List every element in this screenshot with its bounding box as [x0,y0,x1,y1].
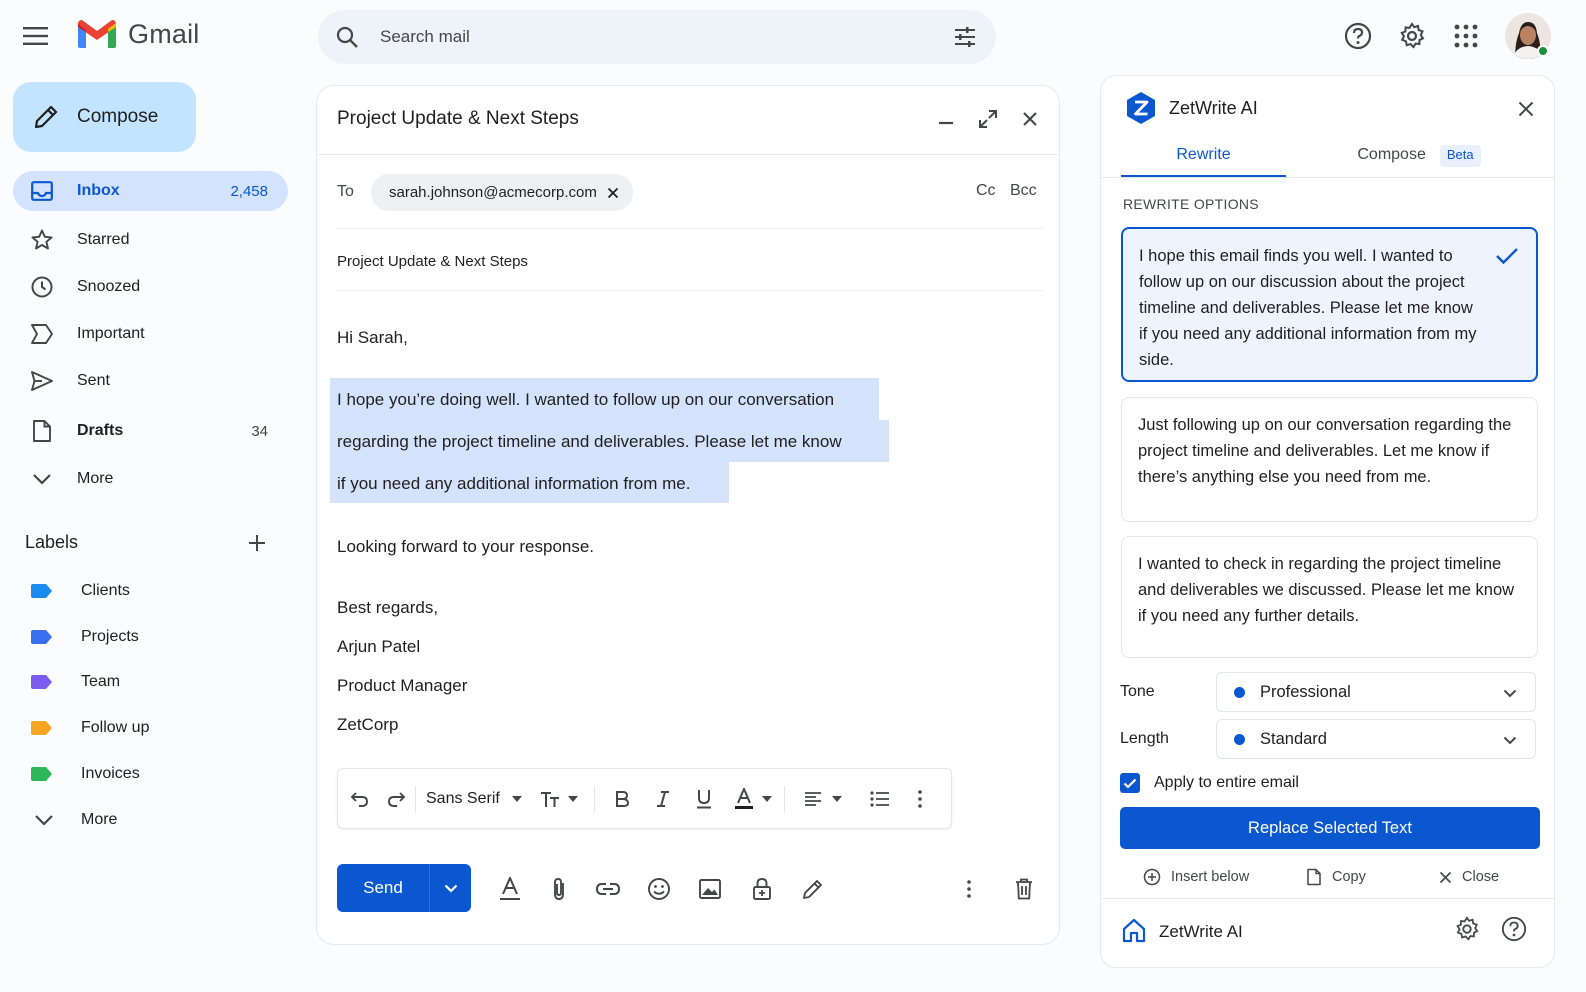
label-tag-icon [31,630,57,644]
unread-count: 2,458 [230,182,268,200]
recipient-chip[interactable] [371,174,633,211]
nav-item-label: Inbox [77,182,120,199]
panel-title: ZetWrite AI [1169,98,1258,118]
copy-label: Copy [1332,869,1366,885]
compose-title: Project Update & Next Steps [337,108,579,129]
bulleted-list-icon[interactable] [870,785,890,813]
selected-text-line[interactable]: I hope you’re doing well. I wanted to follow up on our conversation [337,390,835,409]
divider [1101,177,1555,178]
chevron-down-icon [1499,729,1521,751]
inbox-icon [29,178,55,204]
zetwrite-panel [1100,75,1555,968]
cc-button[interactable]: Cc [976,182,996,199]
redo-icon[interactable] [386,785,406,813]
text-size-icon [540,790,560,808]
formatting-toolbar [337,768,952,829]
nav-item-snoozed[interactable] [13,267,288,307]
rewrite-option[interactable] [1121,397,1538,522]
tab-compose[interactable] [1329,142,1509,178]
formatting-options-icon[interactable] [495,874,525,904]
more-options-icon[interactable] [954,874,984,904]
selected-text-line[interactable]: if you need any additional information from me. [337,474,691,493]
insert-photo-icon[interactable] [695,874,725,904]
label-name: More [81,811,118,828]
toolbar-divider [415,786,416,813]
text-color-icon [734,788,754,810]
nav-item-starred[interactable] [13,220,288,260]
body-signoff[interactable]: Best regards, [337,598,439,617]
divider [1101,898,1555,899]
italic-icon[interactable] [656,785,670,813]
gmail-m-icon [76,18,118,50]
label-name: Projects [81,628,139,645]
labels-heading: Labels [25,532,79,552]
copy-button[interactable] [1306,865,1366,889]
insert-below-label: Insert below [1171,869,1250,885]
nav-item-label: Sent [77,372,110,389]
divider [337,228,1043,229]
recipient-email: sarah.johnson@acmecorp.com [389,184,597,201]
body-greeting[interactable]: Hi Sarah, [337,328,408,347]
nav-item-label: Drafts [77,422,124,439]
label-name: Invoices [81,765,140,782]
rewrite-option-text: I wanted to check in regarding the project timeline and deliverables we discussed. Please let me know if you need any further details. [1138,555,1515,625]
top-bar [0,0,1586,72]
divider [337,290,1043,291]
apply-entire-email-checkbox[interactable] [1120,773,1140,793]
label-name: Follow up [81,719,150,736]
tone-value: Professional [1260,682,1351,701]
nav-item-label: Important [77,325,145,342]
confidential-mode-icon[interactable] [747,874,777,904]
check-icon [1494,243,1520,269]
signature-title[interactable]: Product Manager [337,676,468,695]
drafts-count: 34 [251,422,268,440]
close-icon[interactable] [1513,96,1539,122]
apply-entire-email-label[interactable]: Apply to entire email [1154,774,1299,791]
underline-icon[interactable] [696,785,712,813]
help-icon[interactable] [1340,18,1376,54]
tone-label: Tone [1120,683,1155,700]
gmail-logo[interactable] [76,18,200,50]
close-icon[interactable] [1015,104,1045,134]
send-button[interactable]: Send [363,878,403,897]
chevron-down-icon [29,466,55,492]
main-menu-icon[interactable] [18,18,54,54]
label-tag-icon [31,675,57,689]
length-label: Length [1120,730,1169,747]
tone-dot-icon [1234,687,1245,698]
search-bar[interactable] [318,10,996,64]
rewrite-options-heading: REWRITE OPTIONS [1123,196,1259,212]
labels-more[interactable] [13,801,288,839]
nav-item-important[interactable] [13,314,288,354]
help-icon[interactable] [1500,915,1528,943]
more-formatting-icon[interactable] [918,785,922,813]
label-item-team[interactable] [13,663,288,701]
subject-field[interactable]: Project Update & Next Steps [337,253,528,270]
caret-down-icon [568,796,578,802]
label-tag-icon [31,767,57,781]
rewrite-option[interactable] [1121,536,1538,658]
discard-draft-trash-icon[interactable] [1009,874,1039,904]
attach-file-icon[interactable] [544,874,574,904]
replace-selected-text-button[interactable]: Replace Selected Text [1120,807,1540,849]
label-name: Team [81,673,121,690]
signature-name[interactable]: Arjun Patel [337,637,421,656]
label-item-clients[interactable] [13,572,288,610]
selected-text-line[interactable]: regarding the project timeline and deliverables. Please let me know [337,432,842,451]
label-tag-icon [31,721,57,735]
length-select[interactable] [1216,719,1536,759]
compose-window [316,85,1060,945]
text-color-select[interactable] [734,785,772,813]
caret-down-icon [832,796,842,802]
insert-link-icon[interactable] [593,874,623,904]
undo-icon[interactable] [350,785,370,813]
zetwrite-logo-icon [1126,92,1156,124]
rewrite-option-text: Just following up on our conversation regarding the project timeline and deliverables. Let me know if there’s anything else you need from me. [1138,416,1512,486]
apps-grid-icon[interactable] [1448,18,1484,54]
chevron-down-icon [1499,682,1521,704]
compose-label: Compose [77,106,159,127]
font-family-select[interactable] [426,785,522,813]
search-input[interactable] [380,27,920,47]
tab-label: Compose [1357,146,1426,163]
remove-recipient-icon[interactable] [607,187,619,199]
expand-icon[interactable] [973,104,1003,134]
font-name: Sans Serif [426,790,500,807]
insert-below-button[interactable] [1143,865,1249,889]
nav-item-drafts[interactable] [13,411,288,451]
beta-badge: Beta [1440,145,1481,167]
signature-pen-icon[interactable] [798,874,828,904]
label-item-projects[interactable] [13,618,288,656]
chevron-down-icon [444,884,458,893]
nav-item-more[interactable] [13,459,288,499]
label-item-invoices[interactable] [13,755,288,793]
send-button-group [337,864,471,912]
app-name: Gmail [128,18,200,49]
nav-item-label: Snoozed [77,278,141,295]
pencil-icon [31,102,61,132]
footer-title: ZetWrite AI [1159,922,1243,941]
nav-item-inbox[interactable] [13,171,288,211]
divider [317,154,1059,155]
align-left-icon [804,791,822,807]
plus-circle-icon [1143,868,1161,886]
label-tag-icon [31,584,57,598]
nav-item-label: Starred [77,231,130,248]
bold-icon[interactable] [615,785,629,813]
tone-select[interactable] [1216,672,1536,712]
chevron-down-icon [31,807,57,833]
label-name: Clients [81,582,130,599]
online-status-dot [1537,45,1549,57]
send-icon [29,368,55,394]
clock-icon [29,274,55,300]
toolbar-divider [784,786,785,813]
rewrite-option-text: I hope this email finds you well. I wanted to follow up on our discussion about the project timeline and deliverables. Please let me know if you need any additional information from my side. [1139,247,1477,369]
schedule-send-dropdown[interactable] [429,864,471,912]
align-select[interactable] [804,785,842,813]
insert-emoji-icon[interactable] [644,874,674,904]
body-closing[interactable]: Looking forward to your response. [337,537,595,556]
length-value: Standard [1260,729,1327,748]
to-label: To [337,183,354,200]
toolbar-divider [594,786,595,813]
settings-gear-icon[interactable] [1394,18,1430,54]
label-item-follow-up[interactable] [13,709,288,747]
important-arrow-icon [29,321,55,347]
tab-rewrite[interactable]: Rewrite [1121,142,1286,178]
add-label-plus-icon[interactable] [244,530,270,556]
font-size-select[interactable] [540,785,578,813]
length-dot-icon [1234,734,1245,745]
signature-company[interactable]: ZetCorp [337,715,399,734]
settings-gear-icon[interactable] [1453,915,1481,943]
close-button[interactable] [1439,865,1499,889]
close-icon [1439,871,1452,884]
caret-down-icon [512,796,522,802]
nav-item-label: More [77,470,114,487]
home-icon[interactable] [1120,916,1148,944]
compose-button[interactable] [13,82,196,152]
caret-down-icon [762,796,772,802]
search-options-icon[interactable] [952,24,978,50]
bcc-button[interactable]: Bcc [1010,182,1037,199]
minimize-icon[interactable] [931,104,961,134]
rewrite-option-selected[interactable] [1121,227,1538,382]
search-icon[interactable] [334,24,360,50]
copy-icon [1306,868,1322,886]
draft-file-icon [29,418,55,444]
close-label: Close [1462,869,1500,885]
star-icon [29,227,55,253]
nav-item-sent[interactable] [13,361,288,401]
